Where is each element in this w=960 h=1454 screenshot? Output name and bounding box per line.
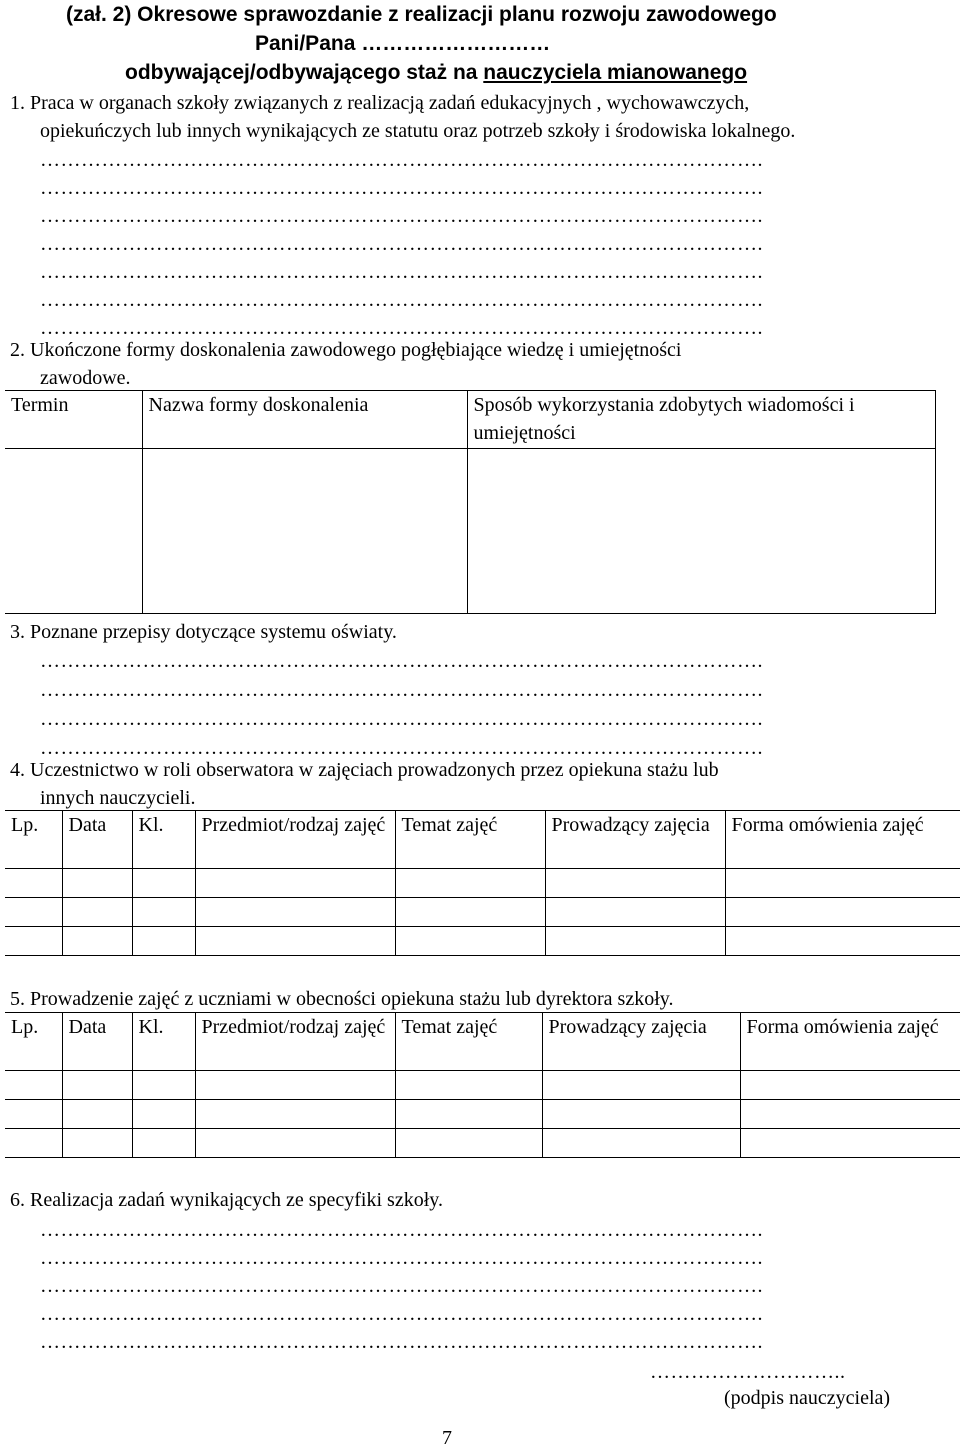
column-header-topic: Temat zajęć	[395, 1013, 542, 1071]
dotted-line: …………………………………………………………………………………………….	[40, 737, 763, 759]
header-line-3-prefix: odbywającej/odbywającego staż na	[125, 61, 484, 84]
table-cell[interactable]	[725, 898, 960, 927]
table-row	[5, 898, 960, 927]
table-cell[interactable]	[5, 449, 142, 614]
column-header-class: Kl.	[132, 811, 195, 869]
table-cell[interactable]	[132, 927, 195, 956]
section3-title: 3. Poznane przepisy dotyczące systemu oświaty.	[10, 621, 397, 643]
table-cell[interactable]	[395, 869, 545, 898]
section2-title-line-2: zawodowe.	[40, 367, 131, 389]
table-cell[interactable]	[542, 1071, 740, 1100]
section4-title-line-1: 4. Uczestnictwo w roli obserwatora w zajęciach prowadzonych przez opiekuna stażu lub	[10, 759, 719, 781]
table-row	[5, 869, 960, 898]
table-cell[interactable]	[62, 1071, 132, 1100]
signature-label: (podpis nauczyciela)	[724, 1387, 891, 1409]
column-header-knowledge-use: Sposób wykorzystania zdobytych wiadomości i umiejętności	[467, 391, 935, 449]
dotted-line: …………………………………………………………………………………………….	[40, 1247, 763, 1269]
table-cell[interactable]	[195, 1129, 395, 1158]
table-cell[interactable]	[395, 1100, 542, 1129]
dotted-line: …………………………………………………………………………………………….	[40, 317, 763, 339]
column-header-instructor: Prowadzący zajęcia	[545, 811, 725, 869]
dotted-line: …………………………………………………………………………………………….	[40, 1219, 763, 1241]
dotted-line: …………………………………………………………………………………………….	[40, 177, 763, 199]
dotted-line: …………………………………………………………………………………………….	[40, 679, 763, 701]
table-cell[interactable]	[195, 1100, 395, 1129]
column-header-instructor: Prowadzący zajęcia	[542, 1013, 740, 1071]
table-header-row	[5, 391, 935, 449]
table-row	[5, 1129, 960, 1158]
section1-title-line-1: 1. Praca w organach szkoły związanych z realizacją zadań edukacyjnych , wychowawczych,	[10, 92, 750, 114]
table-cell[interactable]	[542, 1100, 740, 1129]
dotted-line: …………………………………………………………………………………………….	[40, 149, 763, 171]
table-header-row	[5, 1013, 960, 1071]
table-cell[interactable]	[5, 898, 62, 927]
dotted-line: …………………………………………………………………………………………….	[40, 289, 763, 311]
table-cell[interactable]	[62, 927, 132, 956]
signature-dots: ………………………..	[650, 1361, 846, 1383]
table-row	[5, 1071, 960, 1100]
dotted-line: …………………………………………………………………………………………….	[40, 1331, 763, 1353]
table-cell[interactable]	[725, 927, 960, 956]
header-line-2: Pani/Pana ………………………	[255, 32, 551, 55]
table-cell[interactable]	[5, 869, 62, 898]
column-header-lp: Lp.	[5, 811, 62, 869]
dotted-line: …………………………………………………………………………………………….	[40, 233, 763, 255]
column-header-subject: Przedmiot/rodzaj zajęć	[195, 1013, 395, 1071]
table-cell[interactable]	[395, 898, 545, 927]
section4-title-line-2: innych nauczycieli.	[40, 787, 196, 809]
column-header-topic: Temat zajęć	[395, 811, 545, 869]
column-header-discussion-form: Forma omówienia zajęć	[725, 811, 960, 869]
column-header-training-name: Nazwa formy doskonalenia	[142, 391, 467, 449]
table-cell[interactable]	[545, 869, 725, 898]
table-cell[interactable]	[195, 869, 395, 898]
column-header-subject: Przedmiot/rodzaj zajęć	[195, 811, 395, 869]
column-header-discussion-form: Forma omówienia zajęć	[740, 1013, 960, 1071]
section6-title: 6. Realizacja zadań wynikających ze specyfiki szkoły.	[10, 1189, 443, 1211]
section1-title-line-2: opiekuńczych lub innych wynikających ze statutu oraz potrzeb szkoły i środowiska lokalnego.	[40, 120, 796, 142]
table-header-row	[5, 811, 960, 869]
dotted-line: …………………………………………………………………………………………….	[40, 708, 763, 730]
section2-title-line-1: 2. Ukończone formy doskonalenia zawodowego pogłębiające wiedzę i umiejętności	[10, 339, 682, 361]
table-cell[interactable]	[62, 898, 132, 927]
dotted-line: …………………………………………………………………………………………….	[40, 1275, 763, 1297]
header-line-1: (zał. 2) Okresowe sprawozdanie z realizacji planu rozwoju zawodowego	[66, 3, 777, 26]
table-cell[interactable]	[5, 1100, 62, 1129]
table-cell[interactable]	[132, 898, 195, 927]
table-cell[interactable]	[542, 1129, 740, 1158]
table-cell[interactable]	[62, 1100, 132, 1129]
dotted-line: …………………………………………………………………………………………….	[40, 1303, 763, 1325]
column-header-lp: Lp.	[5, 1013, 62, 1071]
table-cell[interactable]	[5, 927, 62, 956]
table-cell[interactable]	[195, 898, 395, 927]
table-cell[interactable]	[545, 927, 725, 956]
table-cell[interactable]	[467, 449, 935, 614]
table-cell[interactable]	[62, 869, 132, 898]
table-cell[interactable]	[132, 1071, 195, 1100]
training-table	[5, 390, 936, 614]
table-cell[interactable]	[395, 1129, 542, 1158]
table-cell[interactable]	[545, 898, 725, 927]
table-cell[interactable]	[195, 927, 395, 956]
dotted-line: …………………………………………………………………………………………….	[40, 205, 763, 227]
dotted-line: …………………………………………………………………………………………….	[40, 261, 763, 283]
table-cell[interactable]	[132, 869, 195, 898]
header-line-3-underlined: nauczyciela mianowanego	[483, 61, 748, 84]
table-cell[interactable]	[740, 1129, 960, 1158]
table-cell[interactable]	[5, 1129, 62, 1158]
column-header-date: Data	[62, 1013, 132, 1071]
table-cell[interactable]	[132, 1100, 195, 1129]
table-cell[interactable]	[5, 1071, 62, 1100]
lessons-table	[5, 1012, 960, 1158]
column-header-term: Termin	[5, 391, 142, 449]
table-row	[5, 1100, 960, 1129]
table-row	[5, 927, 960, 956]
table-row	[5, 449, 935, 614]
observation-table	[5, 810, 960, 956]
table-cell[interactable]	[725, 869, 960, 898]
table-cell[interactable]	[195, 1071, 395, 1100]
page-number: 7	[442, 1427, 452, 1449]
header-line-3	[125, 58, 747, 87]
table-cell[interactable]	[395, 927, 545, 956]
table-cell[interactable]	[142, 449, 467, 614]
dotted-line: …………………………………………………………………………………………….	[40, 650, 763, 672]
column-header-date: Data	[62, 811, 132, 869]
table-cell[interactable]	[62, 1129, 132, 1158]
table-cell[interactable]	[395, 1071, 542, 1100]
table-cell[interactable]	[132, 1129, 195, 1158]
section5-title: 5. Prowadzenie zajęć z uczniami w obecności opiekuna stażu lub dyrektora szkoły.	[10, 988, 674, 1010]
column-header-class: Kl.	[132, 1013, 195, 1071]
table-cell[interactable]	[740, 1071, 960, 1100]
table-cell[interactable]	[740, 1100, 960, 1129]
